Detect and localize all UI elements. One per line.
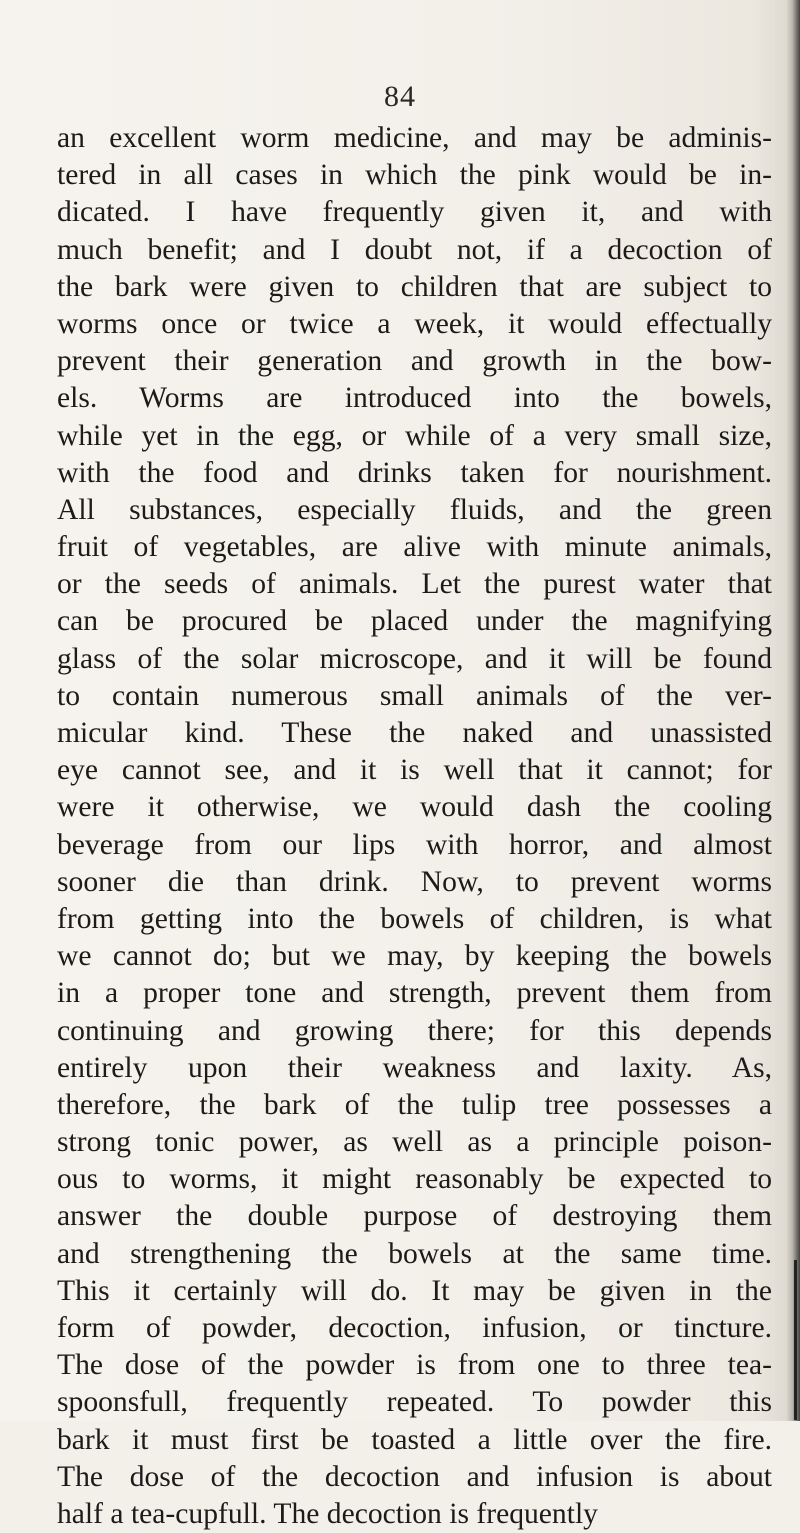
text-line: therefore, the bark of the tulip tree possesses a <box>57 1088 772 1121</box>
text-line: entirely upon their weakness and laxity. As, <box>57 1051 772 1084</box>
text-line: tered in all cases in which the pink would be in- <box>57 159 772 192</box>
text-line: prevent their generation and growth in the bow- <box>57 345 772 378</box>
body-text <box>57 120 772 1533</box>
text-line: the bark were given to children that are subject to <box>57 270 772 303</box>
text-line: half a tea-cupfull. The decoction is frequently <box>57 1497 598 1530</box>
page-edge-shadow <box>786 0 800 1421</box>
binding-edge-mark <box>794 1260 797 1420</box>
text-line: bark it must first be toasted a little over the fire. <box>57 1423 772 1456</box>
text-line: answer the double purpose of destroying them <box>57 1200 772 1233</box>
text-line: from getting into the bowels of children, is what <box>57 902 772 935</box>
text-line: eye cannot see, and it is well that it cannot; for <box>57 754 772 787</box>
text-line: beverage from our lips with horror, and almost <box>57 828 772 861</box>
text-line: The dose of the powder is from one to three tea- <box>57 1349 772 1382</box>
text-line: dicated. I have frequently given it, and with <box>57 196 772 229</box>
text-line: much benefit; and I doubt not, if a decoction of <box>57 233 772 266</box>
text-line: we cannot do; but we may, by keeping the bowels <box>57 940 772 973</box>
text-line: els. Worms are introduced into the bowels, <box>57 382 772 415</box>
text-line: and strengthening the bowels at the same time. <box>57 1237 772 1270</box>
text-line: ous to worms, it might reasonably be expected to <box>57 1163 772 1196</box>
page-number: 84 <box>384 80 416 113</box>
text-line: while yet in the egg, or while of a very small size, <box>57 419 772 452</box>
text-line: can be procured be placed under the magnifying <box>57 605 772 638</box>
text-line: sooner die than drink. Now, to prevent worms <box>57 865 772 898</box>
text-line: in a proper tone and strength, prevent them from <box>57 977 772 1010</box>
text-line: strong tonic power, as well as a principle poison- <box>57 1126 772 1159</box>
text-line: glass of the solar microscope, and it will be found <box>57 642 772 675</box>
text-line: The dose of the decoction and infusion is about <box>57 1460 772 1493</box>
text-line: spoonsfull, frequently repeated. To powder this <box>57 1386 772 1419</box>
text-line: to contain numerous small animals of the ver- <box>57 679 772 712</box>
text-line: All substances, especially fluids, and the green <box>57 493 772 526</box>
text-line: were it otherwise, we would dash the cooling <box>57 791 772 824</box>
text-line: or the seeds of animals. Let the purest water that <box>57 568 772 601</box>
text-line: fruit of vegetables, are alive with minute animals, <box>57 531 772 564</box>
text-line: with the food and drinks taken for nourishment. <box>57 456 772 489</box>
text-line: an excellent worm medicine, and may be adminis- <box>57 122 772 154</box>
text-line: This it certainly will do. It may be given in the <box>57 1274 772 1307</box>
text-line: micular kind. These the naked and unassisted <box>57 717 772 749</box>
text-line: worms once or twice a week, it would effectually <box>57 307 772 340</box>
text-line: form of powder, decoction, infusion, or tincture. <box>57 1312 772 1344</box>
text-line: continuing and growing there; for this depends <box>57 1014 772 1047</box>
